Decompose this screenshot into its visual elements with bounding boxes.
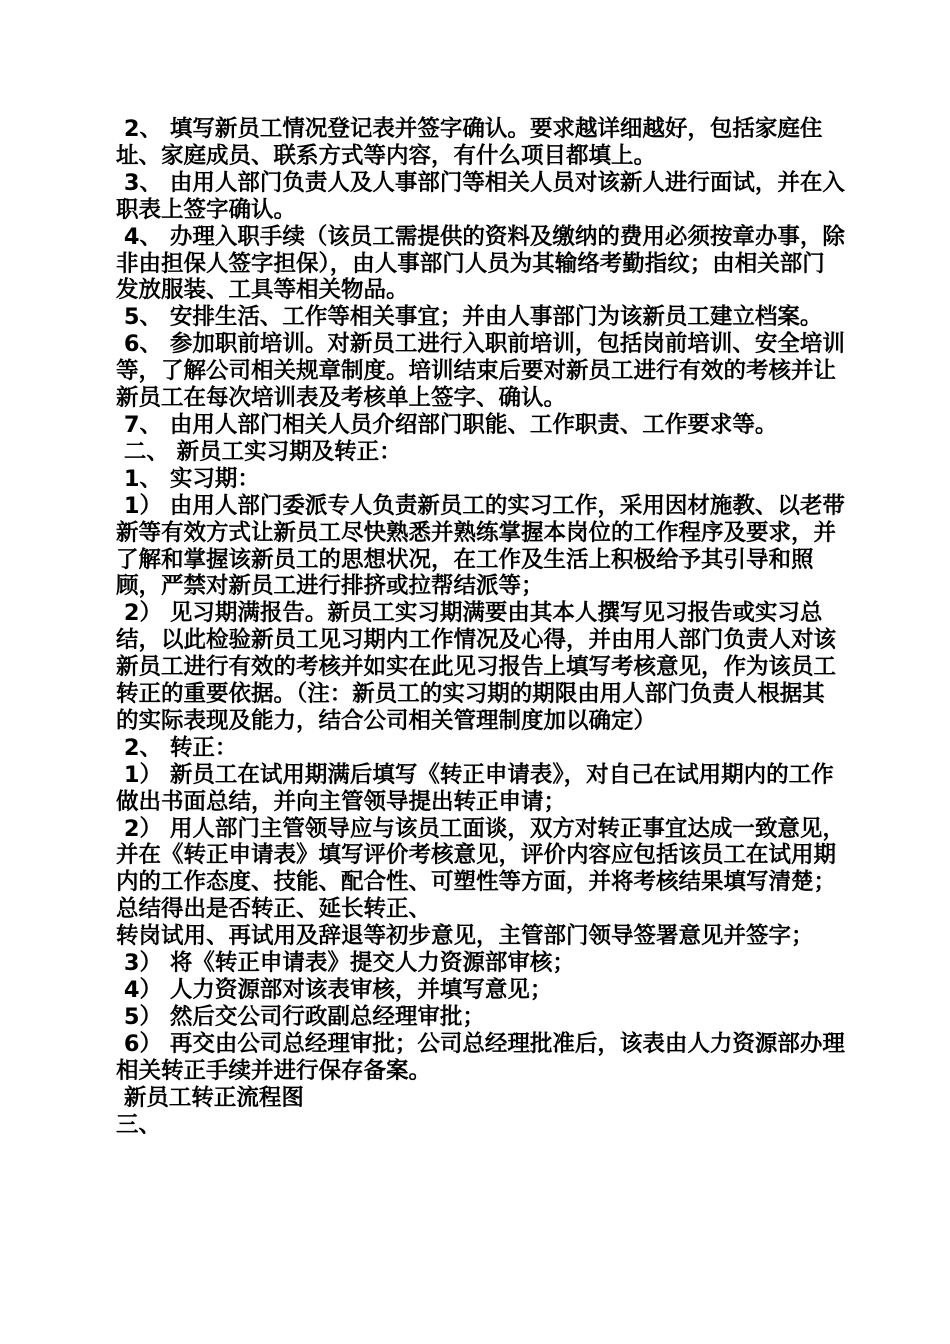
paragraph-confirmation-step-3: 3） 将《转正申请表》提交人力资源部审核；: [116, 950, 575, 977]
paragraph-confirmation-step-2-cont: 转岗试用、再试用及辞退等初步意见，主管部门领导签署意见并签字；: [116, 923, 814, 950]
paragraph-confirmation-step-4: 4） 人力资源部对该表审核，并填写意见；: [116, 977, 553, 1003]
paragraph-confirmation-step-5: 5） 然后交公司行政副总经理审批；: [116, 1003, 485, 1030]
paragraph-step-4-onboarding: 4、 办理入职手续（该员工需提供的资料及缴纳的费用必须按章办事，除非由担保人签字担保），由人事部门人员为其输络考勤指纹；由相关部门发放服装、工具等相关物品。: [116, 223, 845, 304]
paragraph-confirmation-step-6: 6） 再交由公司总经理审批；公司总经理批准后，该表由人力资源部办理相关转正手续并进行保存备案。: [116, 1030, 845, 1084]
paragraph-confirmation-step-2: 2） 用人部门主管领导应与该员工面谈，双方对转正事宜达成一致意见，并在《转正申请表》填写评价考核意见，评价内容应包括该员工在试用期内的工作态度、技能、配合性、可塑性等方面，并将考核结果填写清楚；总结得出是否转正、延长转正、: [116, 815, 845, 923]
subheading-internship-period: 1、 实习期：: [116, 465, 260, 492]
flowchart-caption: 新员工转正流程图: [116, 1084, 304, 1111]
paragraph-step-5-arrangements: 5、 安排生活、工作等相关事宜；并由人事部门为该新员工建立档案。: [116, 304, 823, 331]
section-heading-internship: 二、 新员工实习期及转正：: [116, 438, 402, 465]
paragraph-internship-report: 2） 见习期满报告。新员工实习期满要由其本人撰写见习报告或实习总结，以此检验新员工见习期内工作情况及心得，并由用人部门负责人对该新员工进行有效的考核并如实在此见习报告上填写考核意见，作为该员工转正的重要依据。（注：新员工的实习期的期限由用人部门负责人根据其的实际表现及能力，结合公司相关管理制度加以确定）: [116, 600, 837, 734]
paragraph-confirmation-step-1: 1） 新员工在试用期满后填写《转正申请表》，对自己在试用期内的工作做出书面总结，并向主管领导提出转正申请；: [116, 761, 834, 815]
paragraph-internship-mentoring: 1） 由用人部门委派专人负责新员工的实习工作，采用因材施教、以老带新等有效方式让新员工尽快熟悉并熟练掌握本岗位的工作程序及要求，并了解和掌握该新员工的思想状况，在工作及生活上积极给予其引导和照顾，严禁对新员工进行排挤或拉帮结派等；: [116, 492, 845, 600]
paragraph-step-7-introduction: 7、 由用人部门相关人员介绍部门职能、工作职责、工作要求等。: [116, 411, 778, 438]
section-heading-three: 三、: [116, 1111, 162, 1138]
document-body: [116, 116, 846, 1138]
paragraph-step-6-training: 6、 参加职前培训。对新员工进行入职前培训，包括岗前培训、安全培训等，了解公司相关规章制度。培训结束后要对新员工进行有效的考核并让新员工在每次培训表及考核单上签字、确认。: [116, 331, 845, 412]
paragraph-step-2-register-form: 2、 填写新员工情况登记表并签字确认。要求越详细越好，包括家庭住址、家庭成员、联系方式等内容，有什么项目都填上。: [116, 116, 823, 169]
paragraph-step-3-interview: 3、 由用人部门负责人及人事部门等相关人员对该新人进行面试，并在入职表上签字确认。: [116, 169, 845, 223]
subheading-confirmation: 2、 转正：: [116, 734, 238, 761]
